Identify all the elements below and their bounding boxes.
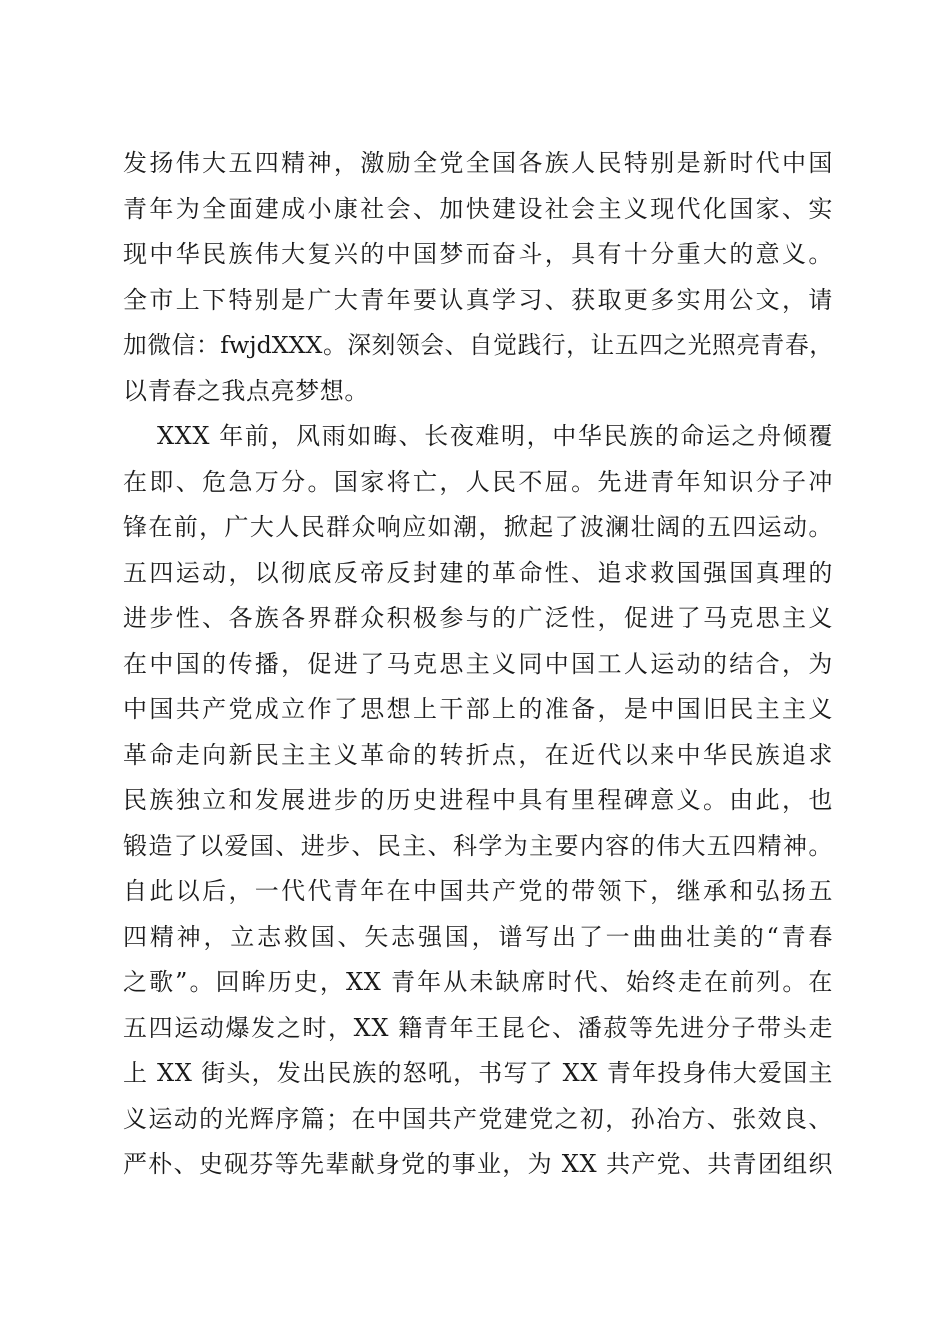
text-line: 现中华民族伟大复兴的中国梦而奋斗，具有十分重大的意义。 xyxy=(123,240,833,268)
text-line: 青年为全面建成小康社会、加快建设社会主义现代化国家、实 xyxy=(123,194,833,223)
text-line: 锻造了以爱国、进步、民主、科学为主要内容的伟大五四精神。 xyxy=(123,831,833,860)
text-line: 锋在前，广大人民群众响应如潮，掀起了波澜壮阔的五四运动。 xyxy=(123,513,833,541)
document-body xyxy=(123,141,833,1188)
text-line: 民族独立和发展进步的历史进程中具有里程碑意义。由此，也 xyxy=(123,786,833,814)
text-line: 义运动的光辉序篇；在中国共产党建党之初，孙冶方、张效良、 xyxy=(123,1104,833,1133)
paragraph-2 xyxy=(123,414,833,1188)
text-line: 之歌”。回眸历史，XX 青年从未缺席时代、始终走在前列。在 xyxy=(123,968,833,996)
text-line: XXX 年前，风雨如晦、长夜难明，中华民族的命运之舟倾覆 xyxy=(157,422,833,450)
text-line: 全市上下特别是广大青年要认真学习、获取更多实用公文，请 xyxy=(123,285,833,314)
text-line: 自此以后，一代代青年在中国共产党的带领下，继承和弘扬五 xyxy=(123,877,833,905)
text-line: 上 XX 街头，发出民族的怒吼，书写了 XX 青年投身伟大爱国主 xyxy=(123,1059,833,1087)
text-line: 严朴、史砚芬等先辈献身党的事业，为 XX 共产党、共青团组织 xyxy=(123,1150,833,1178)
text-line: 发扬伟大五四精神，激励全党全国各族人民特别是新时代中国 xyxy=(123,149,833,177)
text-line: 在即、危急万分。国家将亡，人民不屈。先进青年知识分子冲 xyxy=(123,467,833,496)
text-line: 五四运动爆发之时，XX 籍青年王昆仑、潘菽等先进分子带头走 xyxy=(123,1013,833,1042)
text-line: 革命走向新民主主义革命的转折点，在近代以来中华民族追求 xyxy=(123,740,833,769)
text-line: 在中国的传播，促进了马克思主义同中国工人运动的结合，为 xyxy=(123,649,833,678)
text-line: 进步性、各族各界群众积极参与的广泛性，促进了马克思主义 xyxy=(123,604,833,632)
text-line: 加微信：fwjdXXX。深刻领会、自觉践行，让五四之光照亮青春， xyxy=(123,331,833,359)
text-line: 四精神，立志救国、矢志强国，谱写出了一曲曲壮美的“青春 xyxy=(123,922,833,951)
paragraph-1 xyxy=(123,141,833,414)
text-line: 五四运动，以彻底反帝反封建的革命性、追求救国强国真理的 xyxy=(123,558,833,587)
text-line: 以青春之我点亮梦想。 xyxy=(123,376,369,405)
text-line: 中国共产党成立作了思想上干部上的准备，是中国旧民主主义 xyxy=(123,695,833,723)
